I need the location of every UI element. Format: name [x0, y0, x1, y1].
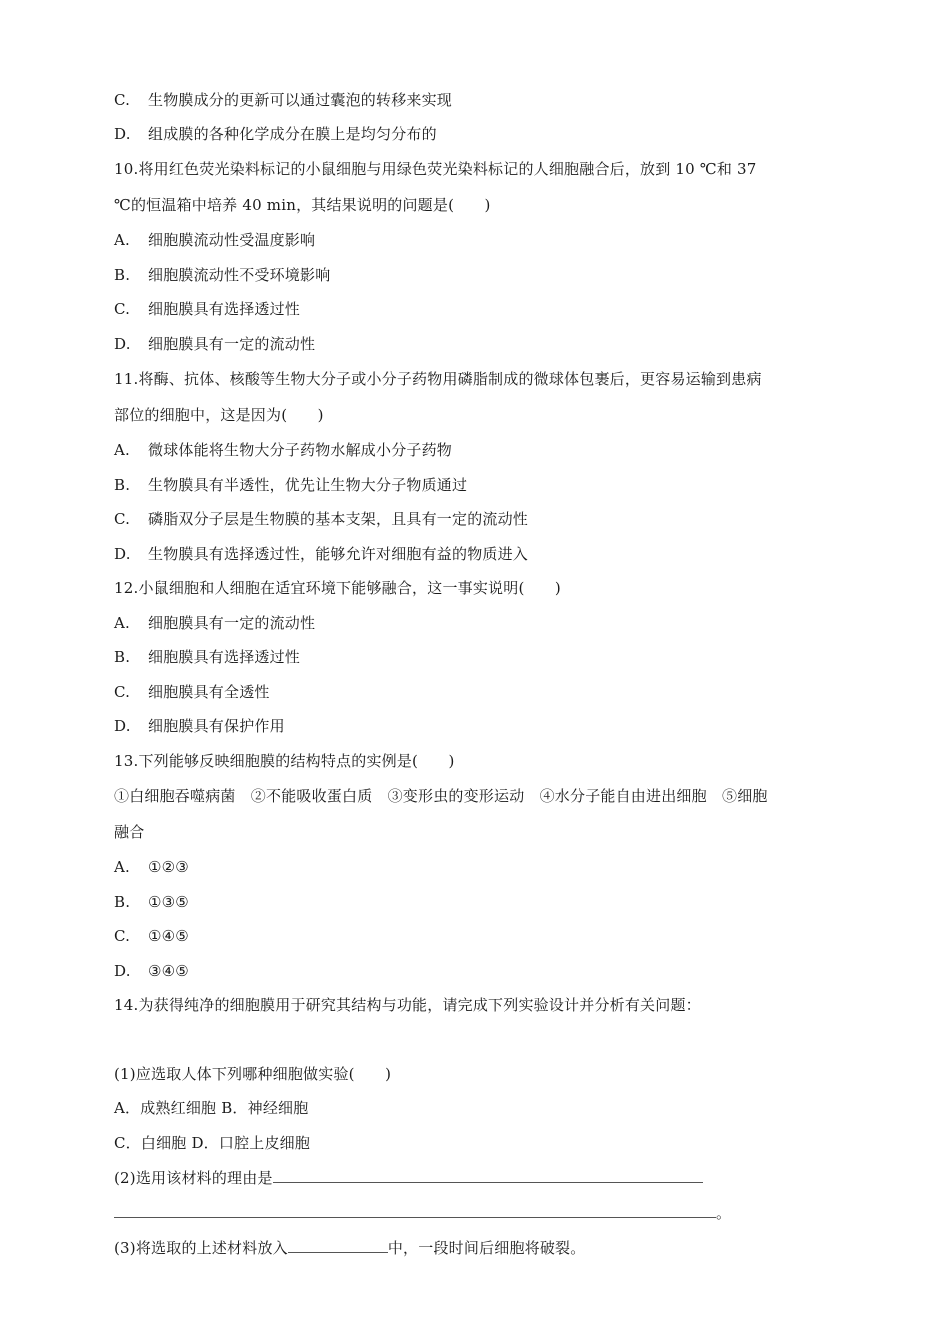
option-text: 微球体能将生物大分子药物水解成小分子药物: [148, 441, 453, 459]
option-text: 生物膜具有选择透过性，能够允许对细胞有益的物质进入: [148, 545, 529, 563]
option-text: 细胞膜具有一定的流动性: [148, 335, 316, 353]
question-text: 13.下列能够反映细胞膜的结构特点的实例是( ): [114, 752, 455, 770]
question-line: [114, 822, 144, 842]
option-text: 磷脂双分子层是生物膜的基本支架，且具有一定的流动性: [148, 510, 529, 528]
option-letter: D.: [114, 125, 131, 143]
option-line: [114, 857, 189, 877]
question-text: 部位的细胞中，这是因为( ): [114, 406, 324, 424]
option-letter: D.: [114, 545, 131, 563]
option-text: 细胞膜流动性不受环境影响: [148, 266, 331, 284]
option-line: [114, 90, 452, 110]
option-letter: C.: [114, 927, 131, 945]
option-letter: B.: [114, 266, 131, 284]
answer-blank[interactable]: [288, 1237, 388, 1253]
option-line: [114, 265, 330, 285]
question-line: [114, 195, 491, 215]
option-letter: D.: [114, 717, 131, 735]
answer-blank[interactable]: [114, 1202, 716, 1218]
answer-line-q14-2: [114, 1167, 703, 1188]
option-letter: B.: [114, 476, 131, 494]
option-line: [114, 682, 270, 702]
option-line: [114, 647, 300, 667]
question-line: [114, 159, 757, 179]
option-letter: B.: [114, 893, 131, 911]
question-line: [114, 369, 762, 389]
question-line: [114, 751, 455, 771]
option-letter: A.: [114, 231, 131, 249]
option-line: [114, 892, 189, 912]
option-text: ①④⑤: [148, 927, 189, 945]
option-letter: A.: [114, 614, 131, 632]
option-letter: C.: [114, 510, 131, 528]
option-text: ①②③: [148, 858, 189, 876]
question-text: ①白细胞吞噬病菌 ②不能吸收蛋白质 ③变形虫的变形运动 ④水分子能自由进出细胞 ⑤细胞: [114, 787, 768, 805]
question-text: 10.将用红色荧光染料标记的小鼠细胞与用绿色荧光染料标记的人细胞融合后，放到 10 ℃和 37: [114, 160, 757, 178]
option-text: ①③⑤: [148, 893, 189, 911]
question-line: [114, 1133, 310, 1153]
option-text: 组成膜的各种化学成分在膜上是均匀分布的: [148, 125, 437, 143]
question-line: [114, 786, 768, 806]
option-letter: C.: [114, 300, 131, 318]
option-letter: A.: [114, 441, 131, 459]
question-text: 中，一段时间后细胞将破裂。: [387, 1239, 586, 1257]
option-line: [114, 716, 285, 736]
option-text: 生物膜具有半透性，优先让生物大分子物质通过: [148, 476, 468, 494]
question-line: [114, 995, 701, 1015]
question-text: (1)应选取人体下列哪种细胞做实验( ): [114, 1065, 392, 1083]
option-line: [114, 926, 189, 946]
answer-blank[interactable]: [273, 1167, 703, 1183]
question-text: (2)选用该材料的理由是: [114, 1169, 273, 1187]
option-line: [114, 613, 315, 633]
option-text: ③④⑤: [148, 962, 189, 980]
option-letter: C.: [114, 91, 131, 109]
option-line: [114, 124, 437, 144]
option-letter: D.: [114, 962, 131, 980]
question-line: [114, 1064, 391, 1084]
option-line: [114, 544, 528, 564]
option-text: 细胞膜流动性受温度影响: [148, 231, 316, 249]
question-line: [114, 1098, 308, 1118]
option-letter: D.: [114, 335, 131, 353]
answer-line-q14-2-continued: [114, 1202, 731, 1223]
option-line: [114, 509, 528, 529]
question-text: A．成熟红细胞 B．神经细胞: [114, 1099, 309, 1117]
question-line: [114, 578, 561, 598]
option-letter: A.: [114, 858, 131, 876]
option-line: [114, 299, 300, 319]
answer-line-q14-3: [114, 1237, 585, 1258]
option-line: [114, 334, 315, 354]
option-letter: B.: [114, 648, 131, 666]
option-line: [114, 961, 189, 981]
question-text: (3)将选取的上述材料放入: [114, 1239, 288, 1257]
question-text: C．白细胞 D．口腔上皮细胞: [114, 1134, 311, 1152]
option-text: 细胞膜具有全透性: [148, 683, 270, 701]
option-line: [114, 440, 452, 460]
question-line: [114, 405, 324, 425]
question-text: ℃的恒温箱中培养 40 min，其结果说明的问题是( ): [114, 196, 491, 214]
option-text: 细胞膜具有保护作用: [148, 717, 285, 735]
option-text: 细胞膜具有选择透过性: [148, 300, 301, 318]
option-line: [114, 475, 467, 495]
option-line: [114, 230, 315, 250]
question-text: 12.小鼠细胞和人细胞在适宜环境下能够融合，这一事实说明( ): [114, 579, 561, 597]
period-mark: 。: [716, 1204, 732, 1222]
question-text: 融合: [114, 823, 145, 841]
question-text: 14.为获得纯净的细胞膜用于研究其结构与功能，请完成下列实验设计并分析有关问题：: [114, 996, 701, 1014]
option-text: 生物膜成分的更新可以通过囊泡的转移来实现: [148, 91, 453, 109]
option-text: 细胞膜具有选择透过性: [148, 648, 301, 666]
question-text: 11.将酶、抗体、核酸等生物大分子或小分子药物用磷脂制成的微球体包裹后，更容易运输到患病: [114, 370, 762, 388]
option-letter: C.: [114, 683, 131, 701]
option-text: 细胞膜具有一定的流动性: [148, 614, 316, 632]
